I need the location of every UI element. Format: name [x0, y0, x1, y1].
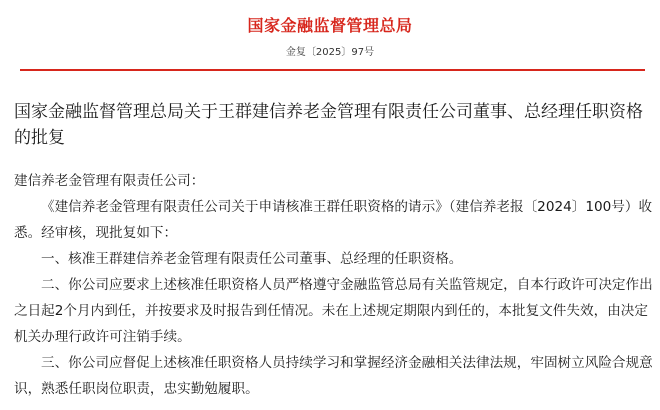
- document-body: [14, 168, 660, 402]
- document-title: 国家金融监督管理总局关于王群建信养老金管理有限责任公司董事、总经理任职资格的批复: [14, 102, 643, 148]
- issuer-header: 国家金融监督管理总局: [247, 16, 413, 35]
- paragraph-item-3: 三、你公司应督促上述核准任职资格人员持续学习和掌握经济金融相关法律法规，牢固树立风险合规意识，熟悉任职岗位职责，忠实勤勉履职。: [14, 355, 653, 397]
- paragraph-item-1: 一、核准王群建信养老金管理有限责任公司董事、总经理的任职资格。: [41, 251, 463, 267]
- paragraph-item-2: 二、你公司应要求上述核准任职资格人员严格遵守金融监管总局有关监管规定，自本行政许可决定作出之日起2个月内到任，并按要求及时报告到任情况。未在上述规定期限内到任的，本批复文件失效，由决定机关办理行政许可注销手续。: [14, 277, 653, 345]
- paragraph-intro: 《建信养老金管理有限责任公司关于申请核准王群任职资格的请示》（建信养老报〔2024〕100号）收悉。经审核，现批复如下：: [14, 199, 653, 241]
- document-number: 金复〔2025〕97号: [285, 47, 375, 58]
- red-divider: [20, 69, 645, 71]
- addressee: 建信养老金管理有限责任公司：: [14, 173, 205, 189]
